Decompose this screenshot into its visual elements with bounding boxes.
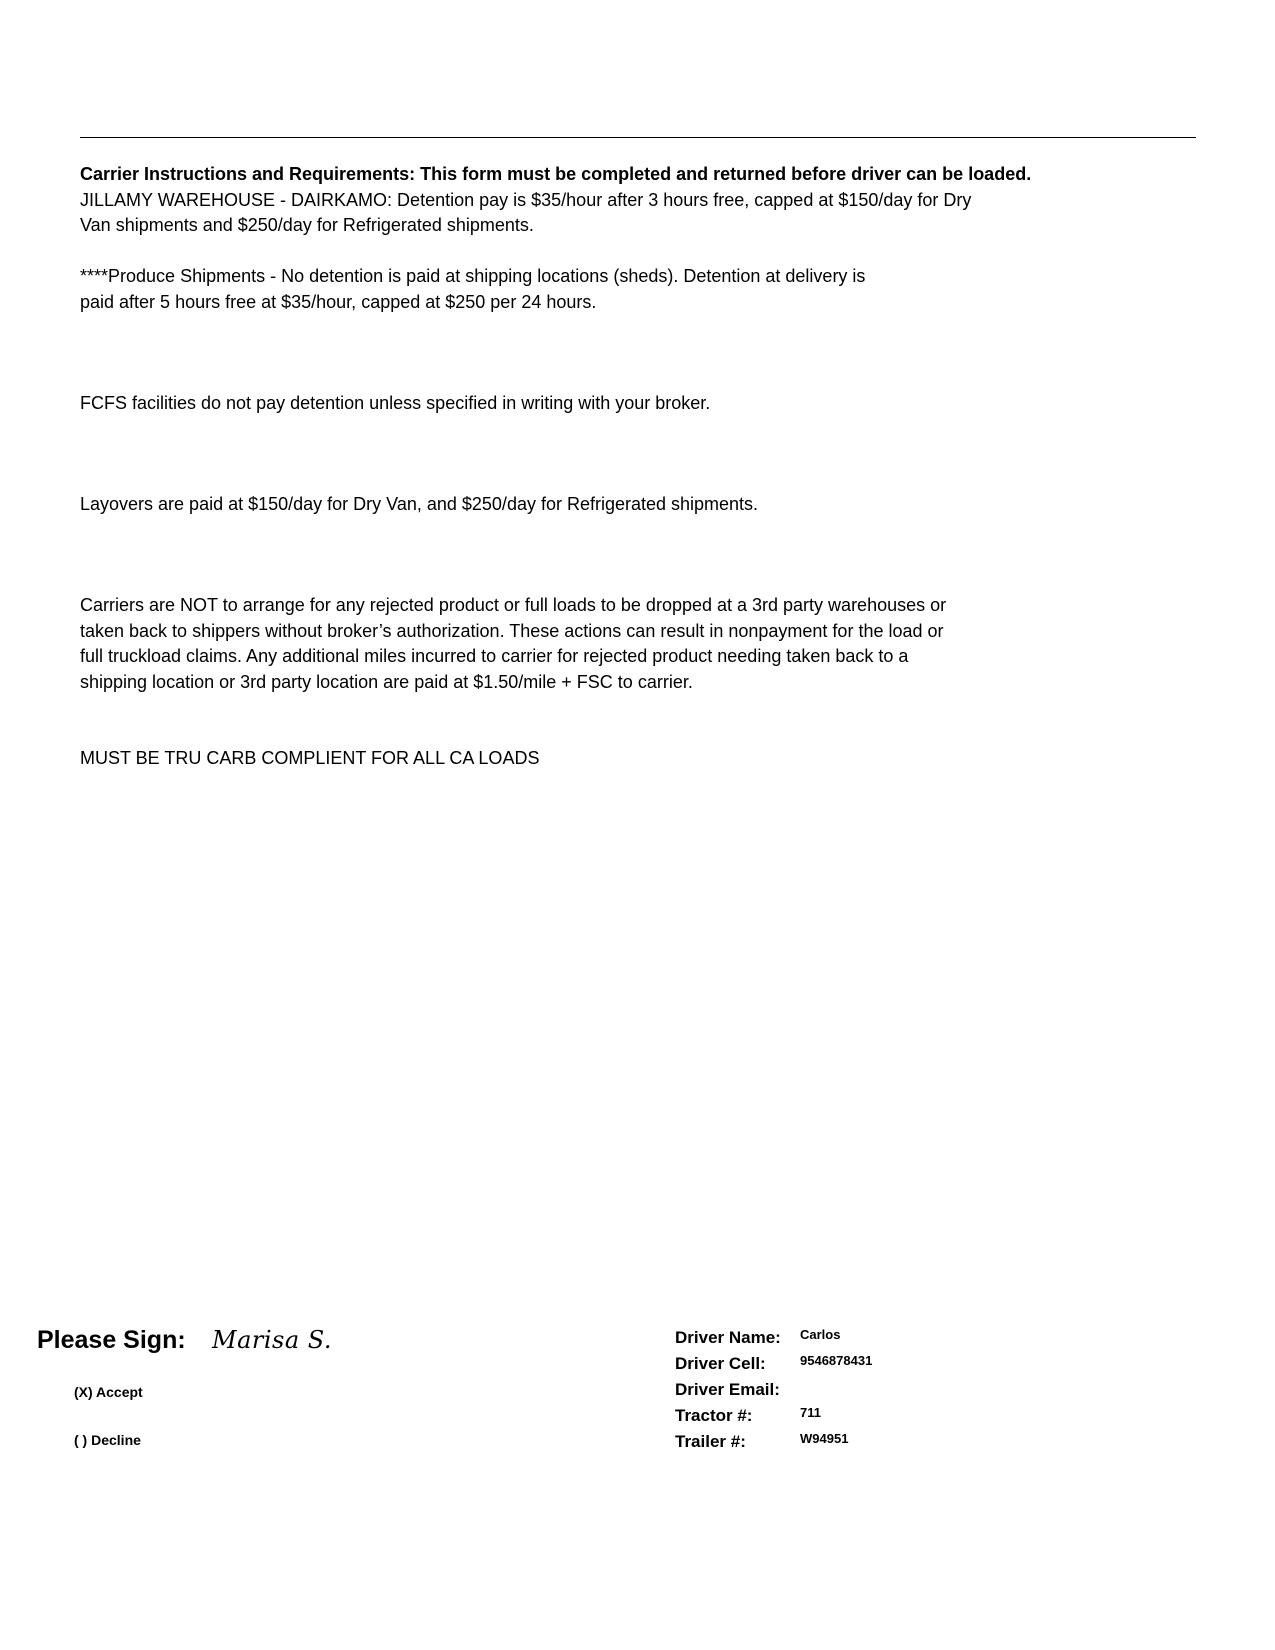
driver-cell-value[interactable]: 9546878431: [800, 1353, 873, 1368]
trailer-label: Trailer #:: [675, 1432, 746, 1451]
tractor-label: Tractor #:: [675, 1406, 753, 1425]
carb-notice: MUST BE TRU CARB COMPLIENT FOR ALL CA LOADS: [80, 748, 540, 768]
driver-email-label: Driver Email:: [675, 1380, 780, 1399]
accept-option[interactable]: (X) Accept: [74, 1384, 143, 1400]
produce-line-2: paid after 5 hours free at $35/hour, capped at $250 per 24 hours.: [80, 291, 597, 312]
signature-label: Please Sign:: [37, 1326, 186, 1354]
signature-value[interactable]: Marisa S.: [212, 1326, 332, 1354]
header-rule: [80, 137, 1196, 138]
carriers-block: [80, 593, 1200, 695]
instructions-block: [80, 162, 1200, 239]
instructions-heading: Carrier Instructions and Requirements: This form must be completed and returned before driver can be loaded.: [80, 164, 1032, 184]
layovers-paragraph: Layovers are paid at $150/day for Dry Van, and $250/day for Refrigerated shipments.: [80, 494, 759, 514]
driver-name-value[interactable]: Carlos: [800, 1327, 841, 1342]
jillamy-line-2: Van shipments and $250/day for Refrigerated shipments.: [80, 215, 534, 235]
carriers-line-3: full truckload claims. Any additional miles incurred to carrier for rejected product needing taken back to a: [80, 646, 909, 666]
jillamy-line-1: JILLAMY WAREHOUSE - DAIRKAMO: Detention pay is $35/hour after 3 hours free, capped at $150/day for Dry: [80, 189, 972, 210]
fcfs-paragraph: FCFS facilities do not pay detention unless specified in writing with your broker.: [80, 393, 711, 413]
decline-option[interactable]: ( ) Decline: [74, 1432, 141, 1448]
driver-cell-label: Driver Cell:: [675, 1354, 766, 1373]
produce-line-1: ****Produce Shipments - No detention is paid at shipping locations (sheds). Detention at delivery is: [80, 266, 866, 286]
driver-name-label: Driver Name:: [675, 1328, 781, 1347]
trailer-value[interactable]: W94951: [800, 1431, 849, 1446]
carriers-line-4: shipping location or 3rd party location are paid at $1.50/mile + FSC to carrier.: [80, 671, 693, 692]
carriers-line-2: taken back to shippers without broker’s authorization. These actions can result in nonpayment for the load or: [80, 620, 944, 641]
carriers-line-1: Carriers are NOT to arrange for any rejected product or full loads to be dropped at a 3rd party warehouses or: [80, 595, 947, 615]
tractor-value[interactable]: 711: [800, 1405, 821, 1420]
produce-block: [80, 264, 1200, 315]
